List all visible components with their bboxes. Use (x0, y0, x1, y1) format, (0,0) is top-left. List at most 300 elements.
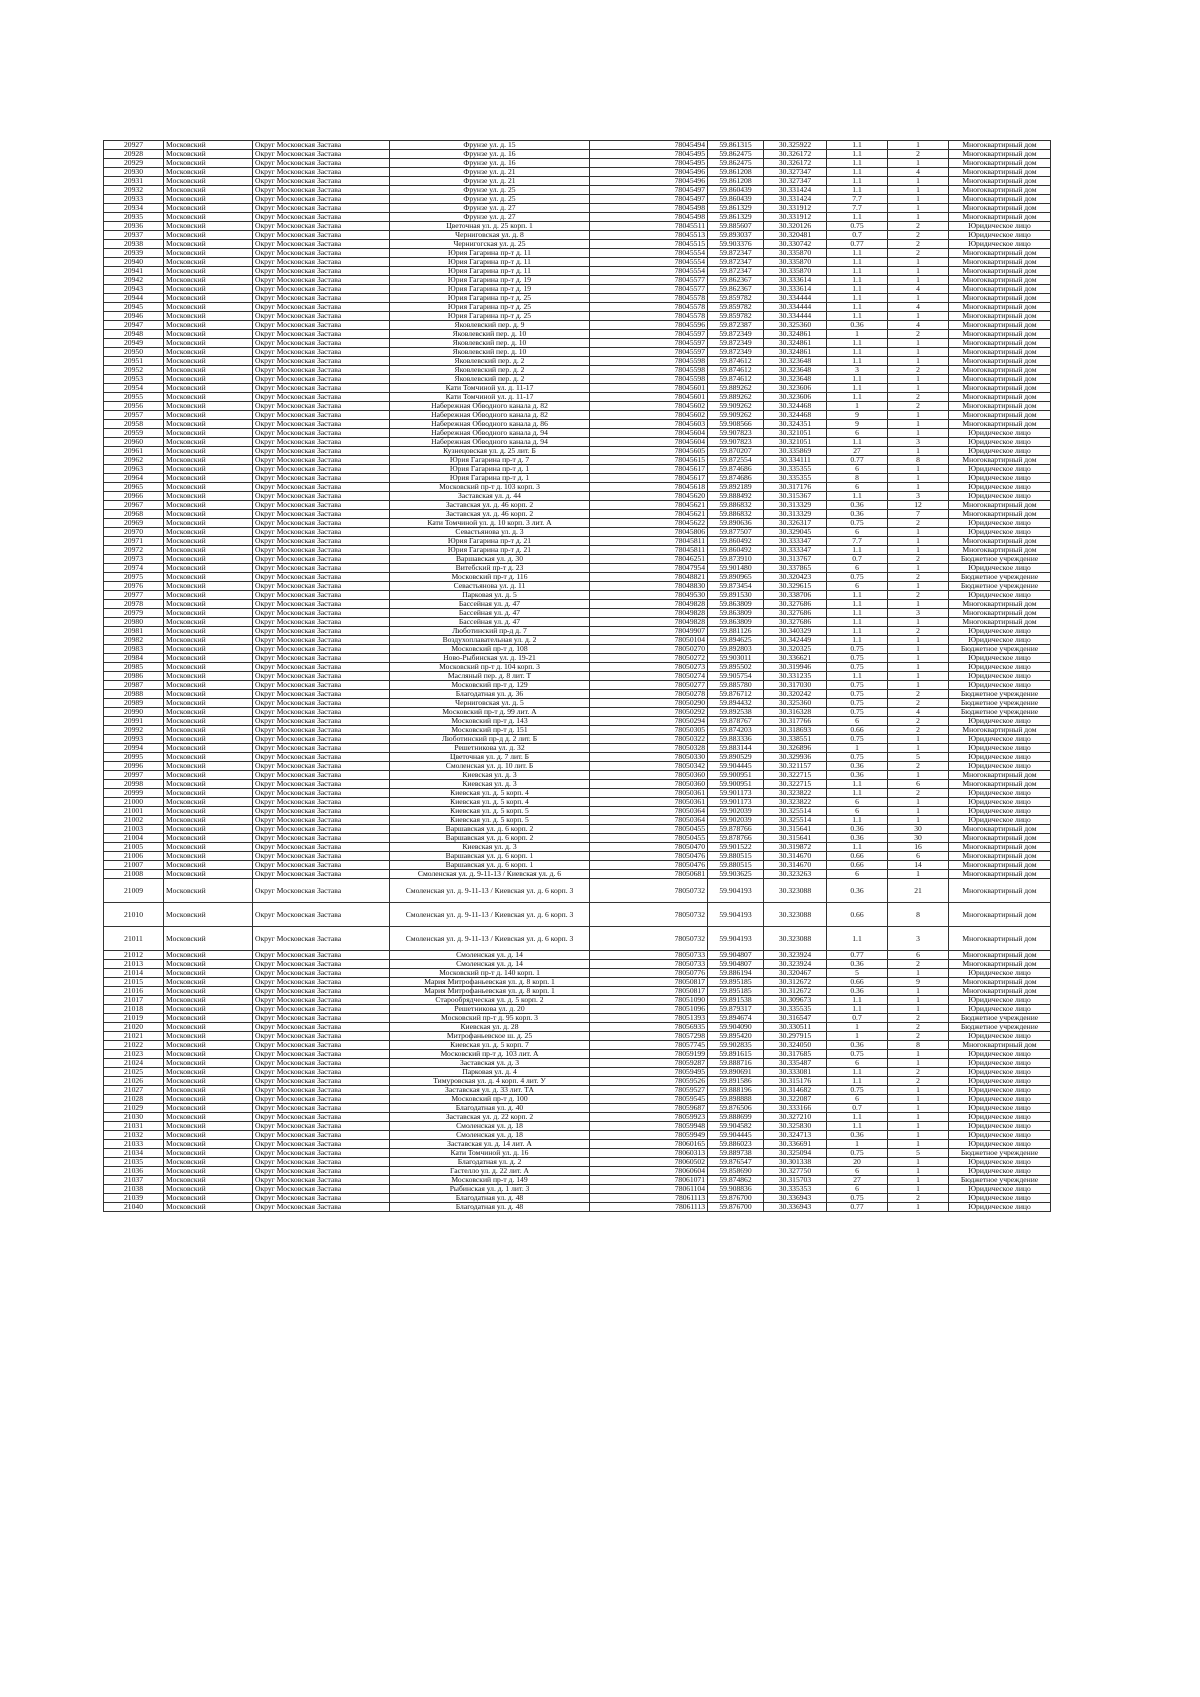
cell-id: 20942 (104, 276, 164, 285)
cell-lon: 30.327686 (764, 600, 827, 609)
cell-address: Севастьянова ул. д. 11 (390, 582, 590, 591)
cell-district: Московский (164, 825, 253, 834)
cell-address: Заставская ул. д. 33 лит. ТА (390, 1086, 590, 1095)
cell-area: 6 (827, 528, 888, 537)
cell-count: 1 (888, 483, 949, 492)
cell-area: 6 (827, 807, 888, 816)
cell-lat: 59.874686 (708, 474, 764, 483)
cell-area: 0.7 (827, 1104, 888, 1113)
cell-district: Московский (164, 366, 253, 375)
cell-fias: 78045598 (590, 366, 708, 375)
cell-area: 1.1 (827, 339, 888, 348)
cell-district: Московский (164, 141, 253, 150)
cell-lat: 59.861329 (708, 213, 764, 222)
cell-area: 1.1 (827, 384, 888, 393)
cell-address: Юрия Гагарина пр-т д. 25 (390, 294, 590, 303)
cell-lat: 59.893037 (708, 231, 764, 240)
cell-lon: 30.322715 (764, 771, 827, 780)
cell-municipal-okrug: Округ Московская Застава (253, 789, 390, 798)
cell-type: Многоквартирный дом (949, 609, 1051, 618)
cell-municipal-okrug: Округ Московская Застава (253, 987, 390, 996)
cell-lon: 30.335355 (764, 465, 827, 474)
cell-id: 20985 (104, 663, 164, 672)
cell-area: 1 (827, 744, 888, 753)
cell-municipal-okrug: Округ Московская Застава (253, 402, 390, 411)
table-row (104, 447, 1051, 456)
cell-area: 0.36 (827, 762, 888, 771)
cell-count: 1 (888, 465, 949, 474)
table-row (104, 411, 1051, 420)
cell-municipal-okrug: Округ Московская Застава (253, 807, 390, 816)
cell-id: 20945 (104, 303, 164, 312)
cell-area: 0.75 (827, 663, 888, 672)
cell-lon: 30.335869 (764, 447, 827, 456)
cell-area: 0.66 (827, 903, 888, 927)
cell-fias: 78061071 (590, 1176, 708, 1185)
cell-count: 1 (888, 636, 949, 645)
cell-fias: 78059545 (590, 1095, 708, 1104)
cell-type: Многоквартирный дом (949, 537, 1051, 546)
cell-area: 1.1 (827, 609, 888, 618)
cell-address: Благодатная ул. д. 40 (390, 1104, 590, 1113)
cell-id: 20928 (104, 150, 164, 159)
table-body (104, 141, 1051, 1212)
cell-municipal-okrug: Округ Московская Застава (253, 294, 390, 303)
cell-area: 1.1 (827, 249, 888, 258)
cell-lat: 59.886023 (708, 1140, 764, 1149)
table-row (104, 1086, 1051, 1095)
table-row (104, 600, 1051, 609)
cell-id: 20974 (104, 564, 164, 573)
cell-area: 1.1 (827, 636, 888, 645)
cell-fias: 78050277 (590, 681, 708, 690)
cell-district: Московский (164, 744, 253, 753)
cell-area: 1.1 (827, 177, 888, 186)
table-row (104, 177, 1051, 186)
cell-count: 1 (888, 969, 949, 978)
cell-count: 1 (888, 681, 949, 690)
cell-count: 2 (888, 1032, 949, 1041)
cell-lat: 59.878766 (708, 825, 764, 834)
cell-area: 0.36 (827, 1041, 888, 1050)
data-table (103, 140, 1051, 1212)
cell-fias: 78045496 (590, 177, 708, 186)
cell-id: 21017 (104, 996, 164, 1005)
cell-type: Многоквартирный дом (949, 150, 1051, 159)
cell-lon: 30.327347 (764, 168, 827, 177)
cell-type: Юридическое лицо (949, 717, 1051, 726)
cell-count: 1 (888, 411, 949, 420)
cell-type: Многоквартирный дом (949, 780, 1051, 789)
table-row (104, 816, 1051, 825)
cell-count: 1 (888, 537, 949, 546)
cell-address: Киевская ул. д. 5 корп. 4 (390, 798, 590, 807)
cell-district: Московский (164, 1041, 253, 1050)
cell-type: Юридическое лицо (949, 1095, 1051, 1104)
cell-count: 1 (888, 1203, 949, 1212)
cell-fias: 78049530 (590, 591, 708, 600)
cell-count: 2 (888, 699, 949, 708)
cell-fias: 78057745 (590, 1041, 708, 1050)
cell-lon: 30.333166 (764, 1104, 827, 1113)
cell-count: 1 (888, 672, 949, 681)
cell-municipal-okrug: Округ Московская Застава (253, 366, 390, 375)
cell-id: 20957 (104, 411, 164, 420)
cell-lon: 30.323088 (764, 879, 827, 903)
cell-area: 1.1 (827, 393, 888, 402)
cell-count: 1 (888, 375, 949, 384)
cell-type: Многоквартирный дом (949, 384, 1051, 393)
cell-lat: 59.862475 (708, 159, 764, 168)
cell-municipal-okrug: Округ Московская Застава (253, 762, 390, 771)
cell-lat: 59.883144 (708, 744, 764, 753)
cell-district: Московский (164, 654, 253, 663)
cell-type: Юридическое лицо (949, 807, 1051, 816)
cell-area: 0.7 (827, 1014, 888, 1023)
table-row (104, 978, 1051, 987)
cell-id: 20989 (104, 699, 164, 708)
cell-id: 20999 (104, 789, 164, 798)
cell-municipal-okrug: Округ Московская Застава (253, 339, 390, 348)
cell-lon: 30.314670 (764, 861, 827, 870)
cell-municipal-okrug: Округ Московская Застава (253, 726, 390, 735)
cell-count: 2 (888, 150, 949, 159)
cell-lon: 30.325922 (764, 141, 827, 150)
cell-lon: 30.316328 (764, 708, 827, 717)
cell-district: Московский (164, 168, 253, 177)
cell-municipal-okrug: Округ Московская Застава (253, 510, 390, 519)
cell-address: Юрия Гагарина пр-т д. 11 (390, 258, 590, 267)
cell-type: Юридическое лицо (949, 681, 1051, 690)
cell-district: Московский (164, 834, 253, 843)
cell-address: Бассейная ул. д. 47 (390, 618, 590, 627)
cell-address: Кати Томчиной ул. д. 11-17 (390, 384, 590, 393)
cell-lon: 30.331235 (764, 672, 827, 681)
cell-lon: 30.312672 (764, 987, 827, 996)
cell-type: Многоквартирный дом (949, 861, 1051, 870)
cell-fias: 78050470 (590, 843, 708, 852)
cell-type: Юридическое лицо (949, 474, 1051, 483)
cell-fias: 78059527 (590, 1086, 708, 1095)
cell-type: Юридическое лицо (949, 1140, 1051, 1149)
cell-district: Московский (164, 843, 253, 852)
cell-id: 21016 (104, 987, 164, 996)
cell-area: 0.77 (827, 456, 888, 465)
cell-lon: 30.327686 (764, 618, 827, 627)
cell-address: Смоленская ул. д. 18 (390, 1131, 590, 1140)
table-row (104, 555, 1051, 564)
cell-type: Многоквартирный дом (949, 927, 1051, 951)
cell-type: Юридическое лицо (949, 1185, 1051, 1194)
cell-municipal-okrug: Округ Московская Застава (253, 870, 390, 879)
cell-area: 1.1 (827, 213, 888, 222)
cell-type: Юридическое лицо (949, 1194, 1051, 1203)
table-row (104, 582, 1051, 591)
cell-lat: 59.885607 (708, 222, 764, 231)
cell-lat: 59.886194 (708, 969, 764, 978)
cell-address: Кати Томчиной ул. д. 11-17 (390, 393, 590, 402)
cell-lat: 59.901480 (708, 564, 764, 573)
cell-count: 1 (888, 447, 949, 456)
cell-address: Благодатная ул. д. 2 (390, 1158, 590, 1167)
cell-municipal-okrug: Округ Московская Застава (253, 546, 390, 555)
cell-lon: 30.325514 (764, 807, 827, 816)
cell-area: 6 (827, 483, 888, 492)
cell-municipal-okrug: Округ Московская Застава (253, 861, 390, 870)
cell-lat: 59.872349 (708, 348, 764, 357)
cell-address: Яковлевский пер. д. 10 (390, 348, 590, 357)
cell-type: Юридическое лицо (949, 1122, 1051, 1131)
cell-type: Многоквартирный дом (949, 294, 1051, 303)
cell-district: Московский (164, 474, 253, 483)
cell-address: Благодатная ул. д. 36 (390, 690, 590, 699)
cell-type: Юридическое лицо (949, 1068, 1051, 1077)
table-row (104, 870, 1051, 879)
cell-type: Юридическое лицо (949, 519, 1051, 528)
cell-count: 1 (888, 528, 949, 537)
cell-district: Московский (164, 267, 253, 276)
table-row (104, 735, 1051, 744)
cell-area: 1.1 (827, 618, 888, 627)
cell-address: Решетникова ул. д. 20 (390, 1005, 590, 1014)
cell-district: Московский (164, 987, 253, 996)
cell-fias: 78050364 (590, 816, 708, 825)
cell-district: Московский (164, 1086, 253, 1095)
cell-lat: 59.900951 (708, 771, 764, 780)
cell-area: 1.1 (827, 546, 888, 555)
cell-type: Многоквартирный дом (949, 267, 1051, 276)
cell-type: Многоквартирный дом (949, 501, 1051, 510)
cell-type: Бюджетное учреждение (949, 582, 1051, 591)
cell-lon: 30.323606 (764, 393, 827, 402)
cell-count: 1 (888, 1131, 949, 1140)
cell-fias: 78050272 (590, 654, 708, 663)
cell-count: 2 (888, 762, 949, 771)
cell-area: 0.75 (827, 519, 888, 528)
cell-municipal-okrug: Округ Московская Застава (253, 312, 390, 321)
cell-area: 1.1 (827, 141, 888, 150)
cell-lat: 59.874686 (708, 465, 764, 474)
cell-address: Люботинский пр-д д. 2 лит. Б (390, 735, 590, 744)
cell-address: Московский пр-т д. 140 корп. 1 (390, 969, 590, 978)
cell-lon: 30.335535 (764, 1005, 827, 1014)
cell-lat: 59.874612 (708, 375, 764, 384)
cell-count: 1 (888, 744, 949, 753)
table-row (104, 240, 1051, 249)
cell-district: Московский (164, 618, 253, 627)
cell-address: Мария Митрофаньевская ул. д. 8 корп. 1 (390, 987, 590, 996)
cell-address: Севастьянова ул. д. 3 (390, 528, 590, 537)
cell-district: Московский (164, 159, 253, 168)
cell-lat: 59.901173 (708, 798, 764, 807)
cell-count: 1 (888, 663, 949, 672)
table-row (104, 1158, 1051, 1167)
cell-count: 3 (888, 492, 949, 501)
cell-area: 1.1 (827, 438, 888, 447)
table-row (104, 1041, 1051, 1050)
cell-area: 20 (827, 1158, 888, 1167)
cell-lon: 30.335870 (764, 267, 827, 276)
cell-type: Многоквартирный дом (949, 978, 1051, 987)
cell-fias: 78060313 (590, 1149, 708, 1158)
cell-id: 21008 (104, 870, 164, 879)
cell-area: 0.66 (827, 726, 888, 735)
cell-address: Заставская ул. д. 46 корп. 2 (390, 510, 590, 519)
cell-fias: 78050328 (590, 744, 708, 753)
cell-district: Московский (164, 807, 253, 816)
cell-lat: 59.904807 (708, 960, 764, 969)
cell-id: 21001 (104, 807, 164, 816)
cell-area: 27 (827, 1176, 888, 1185)
cell-area: 1.1 (827, 312, 888, 321)
table-row (104, 807, 1051, 816)
cell-municipal-okrug: Округ Московская Застава (253, 555, 390, 564)
cell-fias: 78060604 (590, 1167, 708, 1176)
cell-lat: 59.909262 (708, 411, 764, 420)
cell-lon: 30.324468 (764, 402, 827, 411)
cell-type: Бюджетное учреждение (949, 699, 1051, 708)
cell-fias: 78050104 (590, 636, 708, 645)
cell-lat: 59.903011 (708, 654, 764, 663)
cell-fias: 78050278 (590, 690, 708, 699)
cell-municipal-okrug: Округ Московская Застава (253, 1023, 390, 1032)
cell-type: Юридическое лицо (949, 672, 1051, 681)
cell-lat: 59.888196 (708, 1086, 764, 1095)
cell-fias: 78049907 (590, 627, 708, 636)
cell-area: 6 (827, 582, 888, 591)
cell-municipal-okrug: Округ Московская Застава (253, 1095, 390, 1104)
cell-area: 1.1 (827, 492, 888, 501)
table-row (104, 294, 1051, 303)
cell-area: 0.75 (827, 1149, 888, 1158)
cell-lat: 59.902039 (708, 816, 764, 825)
cell-type: Юридическое лицо (949, 465, 1051, 474)
cell-count: 1 (888, 384, 949, 393)
cell-address: Московский пр-т д. 149 (390, 1176, 590, 1185)
table-row (104, 483, 1051, 492)
table-row (104, 501, 1051, 510)
cell-lat: 59.879317 (708, 1005, 764, 1014)
cell-address: Фрунзе ул. д. 27 (390, 204, 590, 213)
table-row (104, 456, 1051, 465)
cell-lat: 59.876700 (708, 1194, 764, 1203)
cell-lon: 30.323263 (764, 870, 827, 879)
cell-area: 0.7 (827, 555, 888, 564)
cell-lat: 59.907823 (708, 429, 764, 438)
cell-lat: 59.862367 (708, 276, 764, 285)
cell-lon: 30.326896 (764, 744, 827, 753)
cell-count: 2 (888, 591, 949, 600)
table-row (104, 1194, 1051, 1203)
cell-municipal-okrug: Округ Московская Застава (253, 879, 390, 903)
cell-id: 21038 (104, 1185, 164, 1194)
table-row (104, 1068, 1051, 1077)
cell-lat: 59.904807 (708, 951, 764, 960)
cell-count: 1 (888, 1185, 949, 1194)
cell-district: Московский (164, 645, 253, 654)
cell-address: Смоленская ул. д. 14 (390, 951, 590, 960)
cell-lat: 59.874612 (708, 357, 764, 366)
cell-id: 20996 (104, 762, 164, 771)
cell-lat: 59.901173 (708, 789, 764, 798)
cell-type: Многоквартирный дом (949, 177, 1051, 186)
cell-lat: 59.860439 (708, 186, 764, 195)
cell-district: Московский (164, 1194, 253, 1203)
cell-address: Заставская ул. д. 3 (390, 1059, 590, 1068)
cell-lon: 30.331424 (764, 186, 827, 195)
cell-lon: 30.326172 (764, 150, 827, 159)
cell-count: 2 (888, 402, 949, 411)
cell-fias: 78060165 (590, 1140, 708, 1149)
cell-type: Многоквартирный дом (949, 420, 1051, 429)
cell-address: Фрунзе ул. д. 21 (390, 177, 590, 186)
cell-district: Московский (164, 852, 253, 861)
cell-address: Тимуровская ул. д. 4 корп. 4 лит. У (390, 1077, 590, 1086)
table-row (104, 789, 1051, 798)
cell-id: 20966 (104, 492, 164, 501)
cell-area: 0.77 (827, 240, 888, 249)
table-row (104, 258, 1051, 267)
cell-lon: 30.335353 (764, 1185, 827, 1194)
cell-area: 1.1 (827, 267, 888, 276)
cell-id: 20982 (104, 636, 164, 645)
cell-fias: 78057298 (590, 1032, 708, 1041)
cell-lon: 30.320423 (764, 573, 827, 582)
cell-id: 20972 (104, 546, 164, 555)
cell-municipal-okrug: Округ Московская Застава (253, 447, 390, 456)
cell-type: Бюджетное учреждение (949, 1023, 1051, 1032)
cell-address: Старообрядческая ул. д. 5 корп. 2 (390, 996, 590, 1005)
cell-type: Юридическое лицо (949, 969, 1051, 978)
cell-count: 5 (888, 753, 949, 762)
cell-id: 21013 (104, 960, 164, 969)
cell-area: 0.66 (827, 852, 888, 861)
cell-id: 21030 (104, 1113, 164, 1122)
cell-type: Многоквартирный дом (949, 186, 1051, 195)
cell-lon: 30.322087 (764, 1095, 827, 1104)
cell-district: Московский (164, 186, 253, 195)
cell-count: 21 (888, 879, 949, 903)
cell-type: Многоквартирный дом (949, 303, 1051, 312)
cell-id: 20929 (104, 159, 164, 168)
cell-district: Московский (164, 330, 253, 339)
cell-type: Многоквартирный дом (949, 312, 1051, 321)
cell-fias: 78045515 (590, 240, 708, 249)
cell-lat: 59.861329 (708, 204, 764, 213)
cell-fias: 78045602 (590, 411, 708, 420)
cell-address: Смоленская ул. д. 9-11-13 / Киевская ул. д. 6 корп. 3 (390, 927, 590, 951)
cell-municipal-okrug: Округ Московская Застава (253, 1104, 390, 1113)
cell-district: Московский (164, 456, 253, 465)
cell-district: Московский (164, 927, 253, 951)
cell-lon: 30.323924 (764, 960, 827, 969)
cell-address: Киевская ул. д. 5 корп. 5 (390, 816, 590, 825)
cell-area: 0.66 (827, 861, 888, 870)
cell-district: Московский (164, 609, 253, 618)
cell-municipal-okrug: Округ Московская Застава (253, 303, 390, 312)
cell-municipal-okrug: Округ Московская Застава (253, 483, 390, 492)
cell-address: Масляный пер. д. 8 лит. Т (390, 672, 590, 681)
cell-fias: 78045620 (590, 492, 708, 501)
cell-address: Ново-Рыбинская ул. д. 19-21 (390, 654, 590, 663)
table-row (104, 168, 1051, 177)
cell-municipal-okrug: Округ Московская Застава (253, 393, 390, 402)
cell-fias: 78050776 (590, 969, 708, 978)
cell-count: 1 (888, 339, 949, 348)
table-row (104, 834, 1051, 843)
cell-lon: 30.326317 (764, 519, 827, 528)
cell-count: 30 (888, 834, 949, 843)
